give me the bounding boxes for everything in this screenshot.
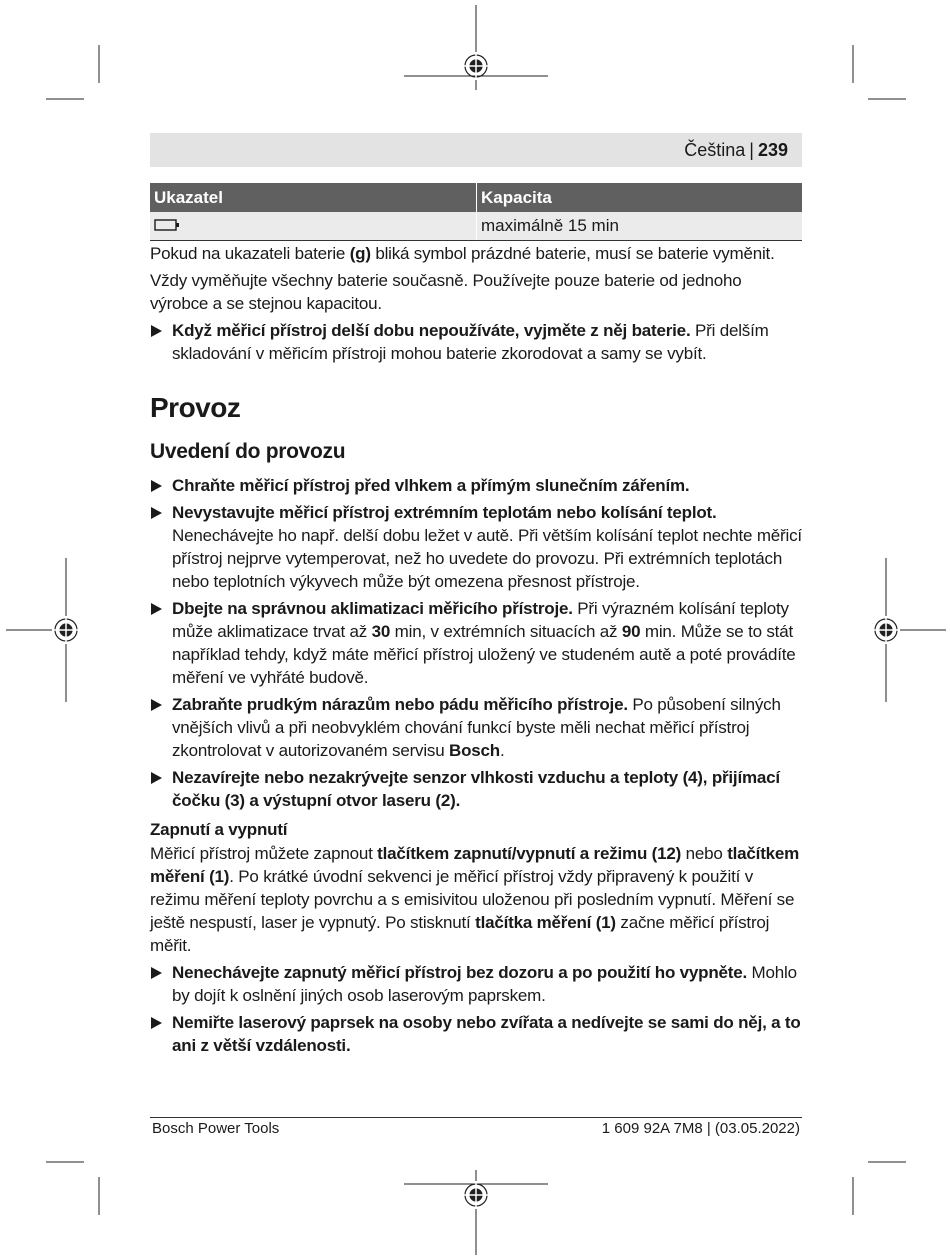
section-title: Provoz <box>150 392 241 423</box>
main-content <box>150 242 802 1061</box>
ref-label: (g) <box>349 244 371 263</box>
bullet-remove-batteries <box>150 319 802 365</box>
header-language: Čeština <box>684 139 746 160</box>
bullet-triangle-icon <box>151 603 162 615</box>
bullet-triangle-icon <box>151 1017 162 1029</box>
bullet-laser-warning <box>150 1011 802 1057</box>
bullet-text: . <box>499 741 505 760</box>
column-header-capacity: Kapacita <box>477 183 803 212</box>
battery-capacity-table <box>150 183 802 241</box>
bullet-triangle-icon <box>151 480 162 492</box>
registration-mark-bottom <box>462 1181 490 1209</box>
table-row <box>150 212 802 241</box>
bullet-text: Po působení silných vnějších vlivů a při neobvyklém chování funkcí byste měli nechat měřicí přístroj zkontrolovat v autorizovaném servisu <box>172 695 781 760</box>
text-span: nebo <box>681 844 728 863</box>
text-span: Měřicí přístroj můžete zapnout <box>150 844 378 863</box>
bullet-text: Při výrazném kolísání teploty může aklimatizace trvat až <box>172 599 789 641</box>
header-separator: | <box>749 139 754 160</box>
bullet-text: min, v extrémních situacích až <box>390 622 622 641</box>
battery-empty-icon <box>154 216 180 236</box>
indicator-cell <box>150 212 477 241</box>
bullet-bold: Nemiřte laserový paprsek na osoby nebo zvířata a nedívejte se sami do něj, a to ani z větší vzdálenosti. <box>172 1013 801 1055</box>
switch-on-paragraph <box>150 842 802 957</box>
text-span: bliká symbol prázdné baterie, musí se baterie vyměnit. <box>370 244 775 263</box>
bullet-bold: Nezavírejte nebo nezakrývejte senzor vlhkosti vzduchu a teploty (4), přijímací čočku (3) a výstupní otvor laseru (2). <box>172 768 780 810</box>
bullet-impacts <box>150 693 802 762</box>
subsection-title: Uvedení do provozu <box>150 440 346 463</box>
page-header <box>150 133 802 167</box>
bullet-protect-moisture <box>150 474 802 497</box>
bullet-unattended <box>150 961 802 1007</box>
bullet-text: Při delším skladování v měřicím přístroji mohou baterie zkorodovat a samy se vybít. <box>172 321 769 363</box>
bullet-triangle-icon <box>151 325 162 337</box>
battery-blink-paragraph <box>150 242 802 265</box>
text-span: . Po krátké úvodní sekvenci je měřicí přístroj vždy připravený k použití v režimu měření teploty povrchu a s emisivitou uloženou při posledním vypnutí. Měření se ještě nespustí, laser je vypnutý. Po stisknutí <box>150 867 795 932</box>
registration-mark-left <box>52 616 80 644</box>
text-span: Pokud na ukazateli baterie <box>150 244 350 263</box>
bullet-acclimatization <box>150 597 802 689</box>
bold-span: tlačítka měření (1) <box>475 913 616 932</box>
subsub-title: Zapnutí a vypnutí <box>150 820 288 839</box>
bullet-number: 30 <box>371 622 391 641</box>
bullet-bold: Chraňte měřicí přístroj před vlhkem a přímým slunečním zářením. <box>172 476 690 495</box>
table-header-row <box>150 183 802 212</box>
page-number: 239 <box>757 139 788 160</box>
bullet-bold: Nenechávejte zapnutý měřicí přístroj bez dozoru a po použití ho vypněte. <box>172 963 748 982</box>
brand-name: Bosch <box>449 741 500 760</box>
footer-brand: Bosch Power Tools <box>152 1120 280 1137</box>
bullet-triangle-icon <box>151 507 162 519</box>
column-header-indicator: Ukazatel <box>150 183 477 212</box>
bullet-text: Mohlo by dojít k oslnění jiných osob laserovým paprskem. <box>172 963 797 1005</box>
bullet-bold: Nevystavujte měřicí přístroj extrémním teplotám nebo kolísání teplot. <box>172 503 717 522</box>
bullet-text: Nenechávejte ho např. delší dobu ležet v autě. Při větším kolísání teplot nechte měřicí přístroj nejprve vytemperovat, než ho uvedete do provozu. Při extrémních teplotách nebo teplotních výkyvech může být omezena přesnost přístroje. <box>172 526 802 591</box>
bullet-triangle-icon <box>151 967 162 979</box>
bullet-text: min. Může se to stát například tehdy, když máte měřicí přístroj uložený ve studeném autě a poté provádíte měření ve vyhřáté budově. <box>172 622 796 687</box>
bullet-do-not-cover <box>150 766 802 812</box>
battery-replace-paragraph: Vždy vyměňujte všechny baterie současně. Používejte pouze baterie od jednoho výrobce a se stejnou kapacitou. <box>150 271 742 313</box>
bullet-triangle-icon <box>151 772 162 784</box>
capacity-cell: maximálně 15 min <box>477 212 803 241</box>
bullet-bold: Zabraňte prudkým nárazům nebo pádu měřicího přístroje. <box>172 695 628 714</box>
bullet-triangle-icon <box>151 699 162 711</box>
bold-span: tlačítkem měření (1) <box>150 844 800 886</box>
bullet-number: 90 <box>621 622 641 641</box>
bullet-extreme-temperatures <box>150 501 802 593</box>
footer-divider <box>150 1117 802 1118</box>
text-span: začne měřicí přístroj měřit. <box>150 913 770 955</box>
footer-doc-id: 1 609 92A 7M8 | (03.05.2022) <box>601 1120 800 1137</box>
registration-mark-right <box>872 616 900 644</box>
bullet-bold: Když měřicí přístroj delší dobu nepoužíváte, vyjměte z něj baterie. <box>172 321 691 340</box>
bold-span: tlačítkem zapnutí/vypnutí a režimu (12) <box>377 844 682 863</box>
bullet-bold: Dbejte na správnou aklimatizaci měřicího přístroje. <box>172 599 573 618</box>
